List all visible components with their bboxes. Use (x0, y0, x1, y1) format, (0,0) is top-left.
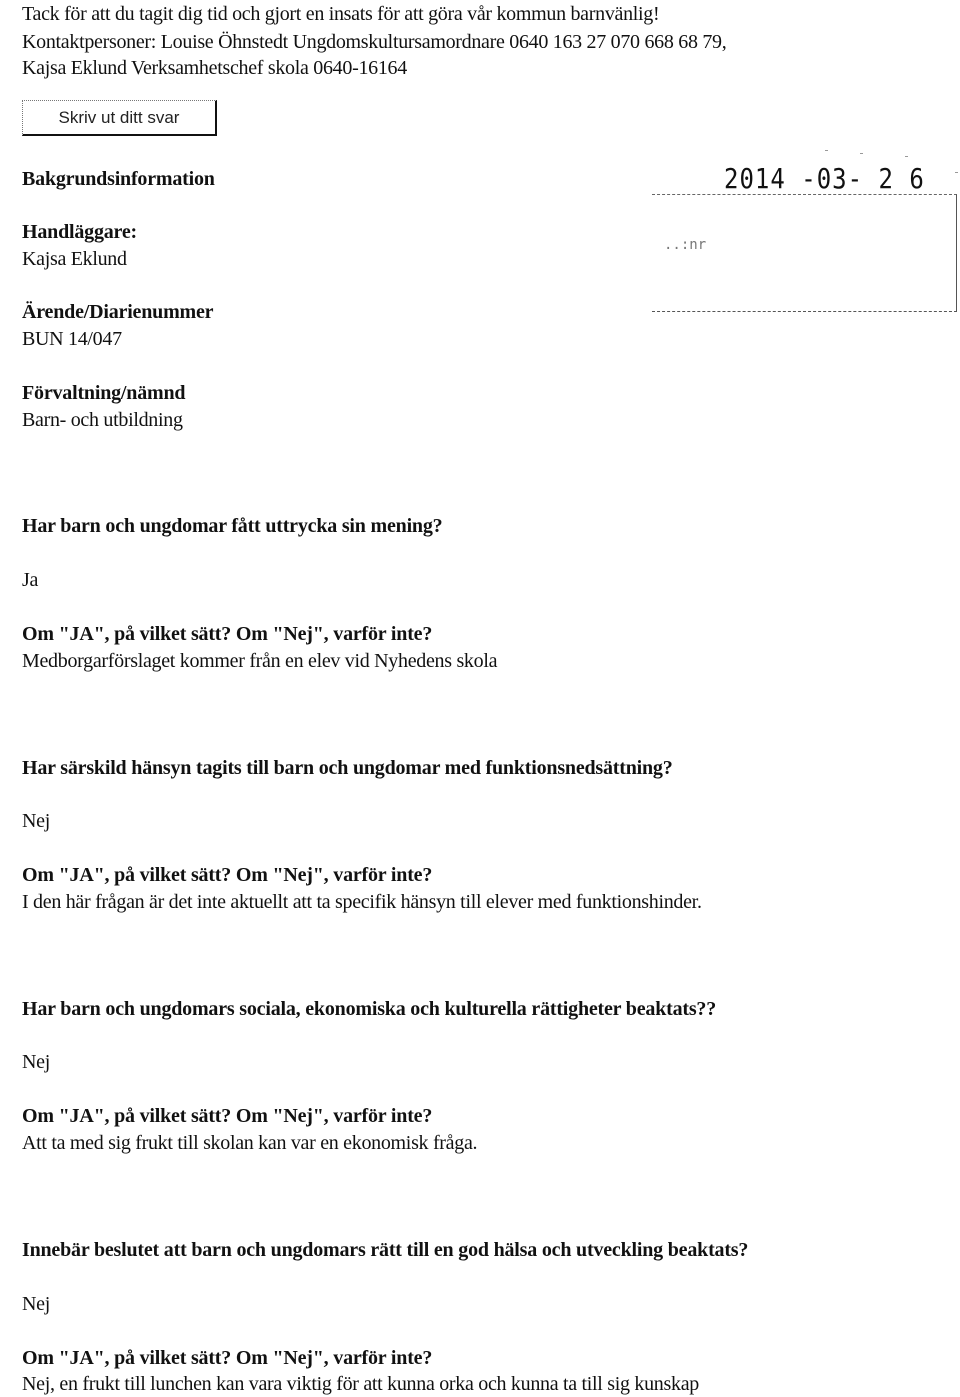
stamp-date: 2014 -03- 2 6 (724, 162, 925, 196)
intro-thanks: Tack för att du tagit dig tid och gjort en insats för att göra vår kommun barnvänlig! (22, 3, 660, 25)
question-1: Har barn och ungdomar fått uttrycka sin mening? (22, 515, 443, 537)
question-4: Innebär beslutet att barn och ungdomars rätt till en god hälsa och utveckling beaktats? (22, 1239, 749, 1261)
handler-label: Handläggare: (22, 221, 138, 243)
followup-4: Om "JA", på vilket sätt? Om "Nej", varför inte? (22, 1347, 433, 1369)
explanation-3: Att ta med sig frukt till skolan kan var en ekonomisk fråga. (22, 1132, 478, 1154)
intro-contacts: Kontaktpersoner: Louise Öhnstedt Ungdomskultursamordnare 0640 163 27 070 668 68 79, (22, 31, 727, 53)
question-2: Har särskild hänsyn tagits till barn och ungdomar med funktionsnedsättning? (22, 757, 673, 779)
question-3: Har barn och ungdomars sociala, ekonomiska och kulturella rättigheter beaktats?? (22, 998, 717, 1020)
handler-value: Kajsa Eklund (22, 248, 127, 270)
stamp-fragment: ..:nr (664, 237, 707, 253)
scan-speck (860, 153, 863, 154)
followup-1: Om "JA", på vilket sätt? Om "Nej", varför inte? (22, 623, 433, 645)
explanation-1: Medborgarförslaget kommer från en elev vid Nyhedens skola (22, 650, 498, 672)
scan-speck (955, 172, 958, 173)
intro-contacts-2: Kajsa Eklund Verksamhetschef skola 0640-16164 (22, 57, 407, 79)
scan-speck (825, 150, 828, 151)
followup-2: Om "JA", på vilket sätt? Om "Nej", varför inte? (22, 864, 433, 886)
dept-value: Barn- och utbildning (22, 409, 183, 431)
answer-2: Nej (22, 810, 50, 832)
print-answer-button[interactable]: Skriv ut ditt svar (22, 100, 217, 136)
case-label: Ärende/Diarienummer (22, 301, 214, 323)
answer-3: Nej (22, 1051, 50, 1073)
case-value: BUN 14/047 (22, 328, 122, 350)
answer-4: Nej (22, 1293, 50, 1315)
answer-1: Ja (22, 569, 39, 591)
explanation-2: I den här frågan är det inte aktuellt att ta specifik hänsyn till elever med funktionshinder. (22, 891, 702, 913)
dept-label: Förvaltning/nämnd (22, 382, 186, 404)
background-heading: Bakgrundsinformation (22, 168, 215, 190)
explanation-4: Nej, en frukt till lunchen kan vara viktig för att kunna orka och kunna ta till sig kunskap (22, 1373, 699, 1395)
received-stamp (652, 162, 957, 312)
scan-speck (905, 156, 908, 157)
followup-3: Om "JA", på vilket sätt? Om "Nej", varför inte? (22, 1105, 433, 1127)
